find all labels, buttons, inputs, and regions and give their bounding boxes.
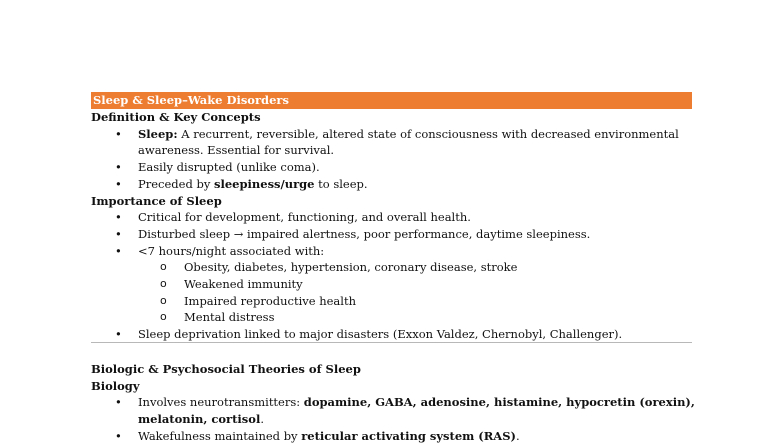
sleep-definition-text: A recurrent, reversible, altered state of consciousness with decreased environmental awareness. Essential for survival. bbox=[138, 126, 679, 158]
heading-importance: Importance of Sleep bbox=[91, 193, 222, 208]
bold-fragment: dopamine, GABA, adenosine, histamine, hypocretin (orexin), melatonin, cortisol bbox=[138, 395, 695, 427]
heading-biology: Biology bbox=[91, 378, 140, 393]
bold-fragment: reticular activating system (RAS) bbox=[301, 428, 516, 443]
list-item: • Sleep deprivation linked to major disasters (Exxon Valdez, Chernobyl, Challenger). bbox=[91, 326, 696, 343]
list-item bbox=[91, 394, 696, 427]
list-item: • Critical for development, functioning, and overall health. bbox=[91, 209, 696, 226]
text-fragment: . bbox=[515, 428, 520, 443]
list-item: • Disturbed sleep → impaired alertness, poor performance, daytime sleepiness. bbox=[91, 226, 696, 243]
list-item: • Easily disrupted (unlike coma). bbox=[91, 159, 696, 176]
list-item bbox=[91, 428, 696, 445]
term-sleep: Sleep: bbox=[138, 126, 178, 141]
importance-list bbox=[91, 209, 696, 343]
sub-list-item: o Weakened immunity bbox=[91, 276, 696, 293]
list-item bbox=[91, 126, 696, 159]
heading-definition: Definition & Key Concepts bbox=[91, 110, 261, 124]
sub-list-item: o Impaired reproductive health bbox=[91, 293, 696, 310]
list-item: • <7 hours/night associated with: bbox=[91, 243, 696, 260]
bold-fragment: sleepiness/urge bbox=[214, 176, 315, 191]
definition-list bbox=[91, 126, 696, 193]
text-fragment: . bbox=[260, 412, 264, 427]
heading-theories: Biologic & Psychosocial Theories of Sleep bbox=[91, 362, 361, 376]
sub-list-item: o Obesity, diabetes, hypertension, coronary disease, stroke bbox=[91, 259, 696, 276]
section-divider bbox=[91, 342, 692, 343]
text-fragment: Wakefulness maintained by bbox=[138, 428, 302, 443]
biology-list bbox=[91, 394, 696, 444]
text-fragment: to sleep. bbox=[314, 176, 368, 191]
text-fragment: Preceded by bbox=[138, 176, 214, 191]
section-sleep-body bbox=[91, 109, 696, 343]
section-theories-body bbox=[91, 361, 696, 445]
text-fragment: Involves neurotransmitters: bbox=[138, 395, 304, 410]
section-banner: Sleep & Sleep–Wake Disorders bbox=[91, 92, 692, 109]
list-item bbox=[91, 176, 696, 193]
sub-list-item: o Mental distress bbox=[91, 309, 696, 326]
